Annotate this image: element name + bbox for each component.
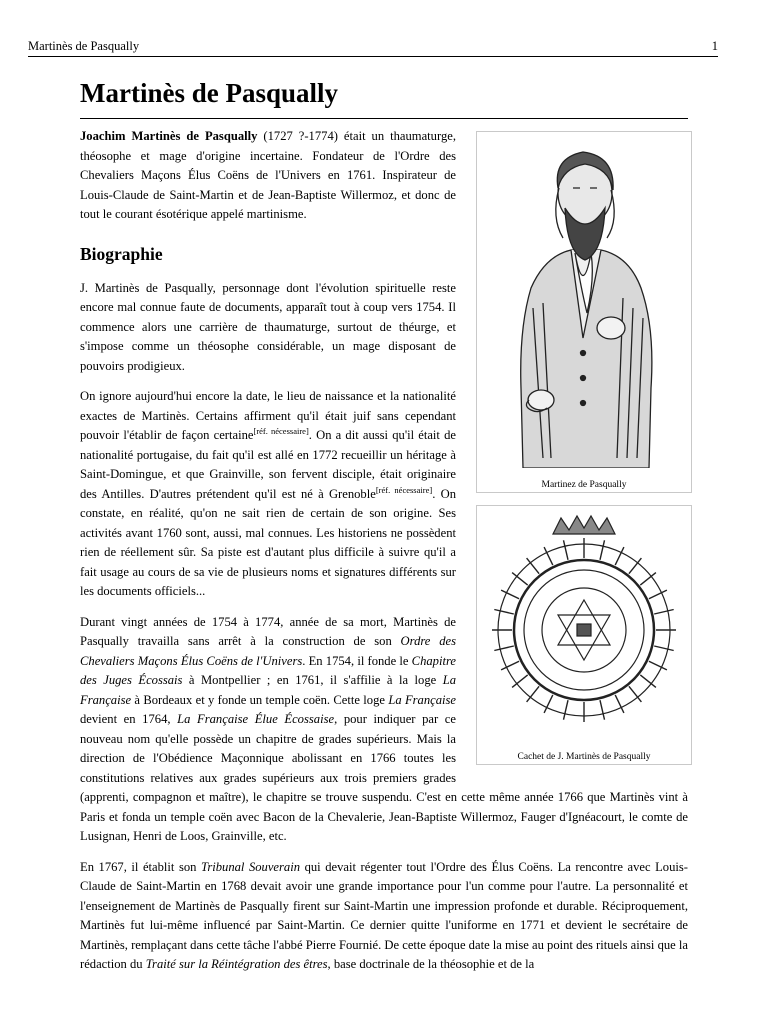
running-title: Martinès de Pasqually bbox=[28, 39, 140, 53]
portrait-caption: Martinez de Pasqually bbox=[541, 479, 627, 490]
portrait-image bbox=[483, 138, 685, 468]
intro-paragraph: Joachim Martinès de Pasqually (1727 ?-1774) était un thaumaturge, théosophe et mage d'origine incertaine. Fondateur de l'Ordre des Chevaliers Maçons Élus Coëns de l'Univers en 1761. Inspirateur de Louis-Claude de Saint-Martin et de Jean-Baptiste Willermoz, et donc de tout le courant ésotérique appelé martinisme. bbox=[80, 129, 456, 221]
running-header bbox=[28, 38, 718, 57]
bio-paragraph-4: En 1767, il établit son Tribunal Souverain qui devait régenter tout l'Ordre des Élus Coëns. La rencontre avec Louis-Claude de Saint-Martin en 1768 devait avoir une grande importance pour l'un comme pour l'autre. La personnalité et l'enseignement de Martinès de Pasqually firent sur Saint-Martin une impression profonde et durable. Réciproquement, Martinès fut lui-même influencé par Saint-Martin. Ce dernier quitte l'uniforme en 1771 et devient le secrétaire de Martinès, remplaçant dans cette tâche l'abbé Pierre Fournié. De cette époque date la mise au point des rituels ainsi que la rédaction du Traité sur la Réintégration des êtres, base doctrinale de la théosophie et de la bbox=[80, 859, 688, 971]
intro-bold-name: Joachim Martinès de Pasqually bbox=[80, 129, 258, 143]
article-body bbox=[80, 127, 688, 986]
bio-paragraph-2: On ignore aujourd'hui encore la date, le lieu de naissance et la nationalité exactes de Martinès. Certains affirment qu'il était juif sans cependant pouvoir l'établir de façon certaine[réf. nécessaire]. On a dit aussi qu'il était de nationalité portugaise, du fait qu'il est allé en 1772 recueillir un héritage à Saint-Domingue, et que Grainville, son fervent disciple, était originaire des Antilles. D'autres prétendent qu'il est né à Grenoble[réf. nécessaire]. On constate, en réalité, qu'on ne sait rien de certain de son origine. Ses activités avant 1760 sont, aussi, mal connues. Les historiens ne possèdent rien de réellement sûr. Sa piste est d'autant plus difficile à suivre qu'il a fait usage au cours de sa vie de plusieurs noms et signatures différents sur les documents officiels... bbox=[80, 389, 456, 598]
seal-image bbox=[483, 512, 685, 740]
portrait-figure bbox=[476, 131, 692, 493]
bio-paragraph-1: J. Martinès de Pasqually, personnage dont l'évolution spirituelle reste encore mal connue faute de documents, apparaît tout à coup vers 1754. Il commence alors une carrière de thaumaturge, surtout de théurge, et s'impose comme un théosophe considérable, un mage disposant de pouvoirs prodigieux. bbox=[80, 280, 456, 373]
page-number: 1 bbox=[711, 39, 718, 53]
seal-caption: Cachet de J. Martinès de Pasqually bbox=[517, 751, 651, 762]
ref-needed-2[interactable]: [réf. nécessaire] bbox=[375, 484, 433, 495]
ref-needed-1[interactable]: [réf. nécessaire] bbox=[253, 425, 309, 436]
bio-paragraph-3: Durant vingt années de 1754 à 1774, année de sa mort, Martinès de Pasqually travailla sans arrêt à la construction de son Ordre des Chevaliers Maçons Élus Coëns de l'Univers. En 1754, il fonde le Chapitre des Juges Écossais à Montpellier ; en 1761, il s'affilie à la loge La Française à Bordeaux et y fonde un temple coën. Cette loge La Française devient en 1764, La Française Élue Écossaise, pour indiquer par ce nouveau nom qu'elle possède un chapitre de grades supérieurs. Mais la direction de l'Obédience Maçonnique abolissant en 1766 toutes les constitutions relatives aux grades supérieurs aux trois premiers grades (apprenti, compagnon et maître), le chapitre se trouve suspendu. C'est en cette même année 1766 que Martinès vint à Paris et fonda un temple coën avec Bacon de la Chevalerie, Jean-Baptiste Willermoz, Fauger d'Ignéacourt, le comte de Lusignan, Henri de Loos, Grainville, etc. bbox=[80, 614, 688, 843]
article-title: Martinès de Pasqually bbox=[80, 78, 339, 108]
title-rule bbox=[80, 118, 688, 119]
seal-figure bbox=[476, 505, 692, 765]
section-heading-biographie: Biographie bbox=[80, 243, 163, 264]
